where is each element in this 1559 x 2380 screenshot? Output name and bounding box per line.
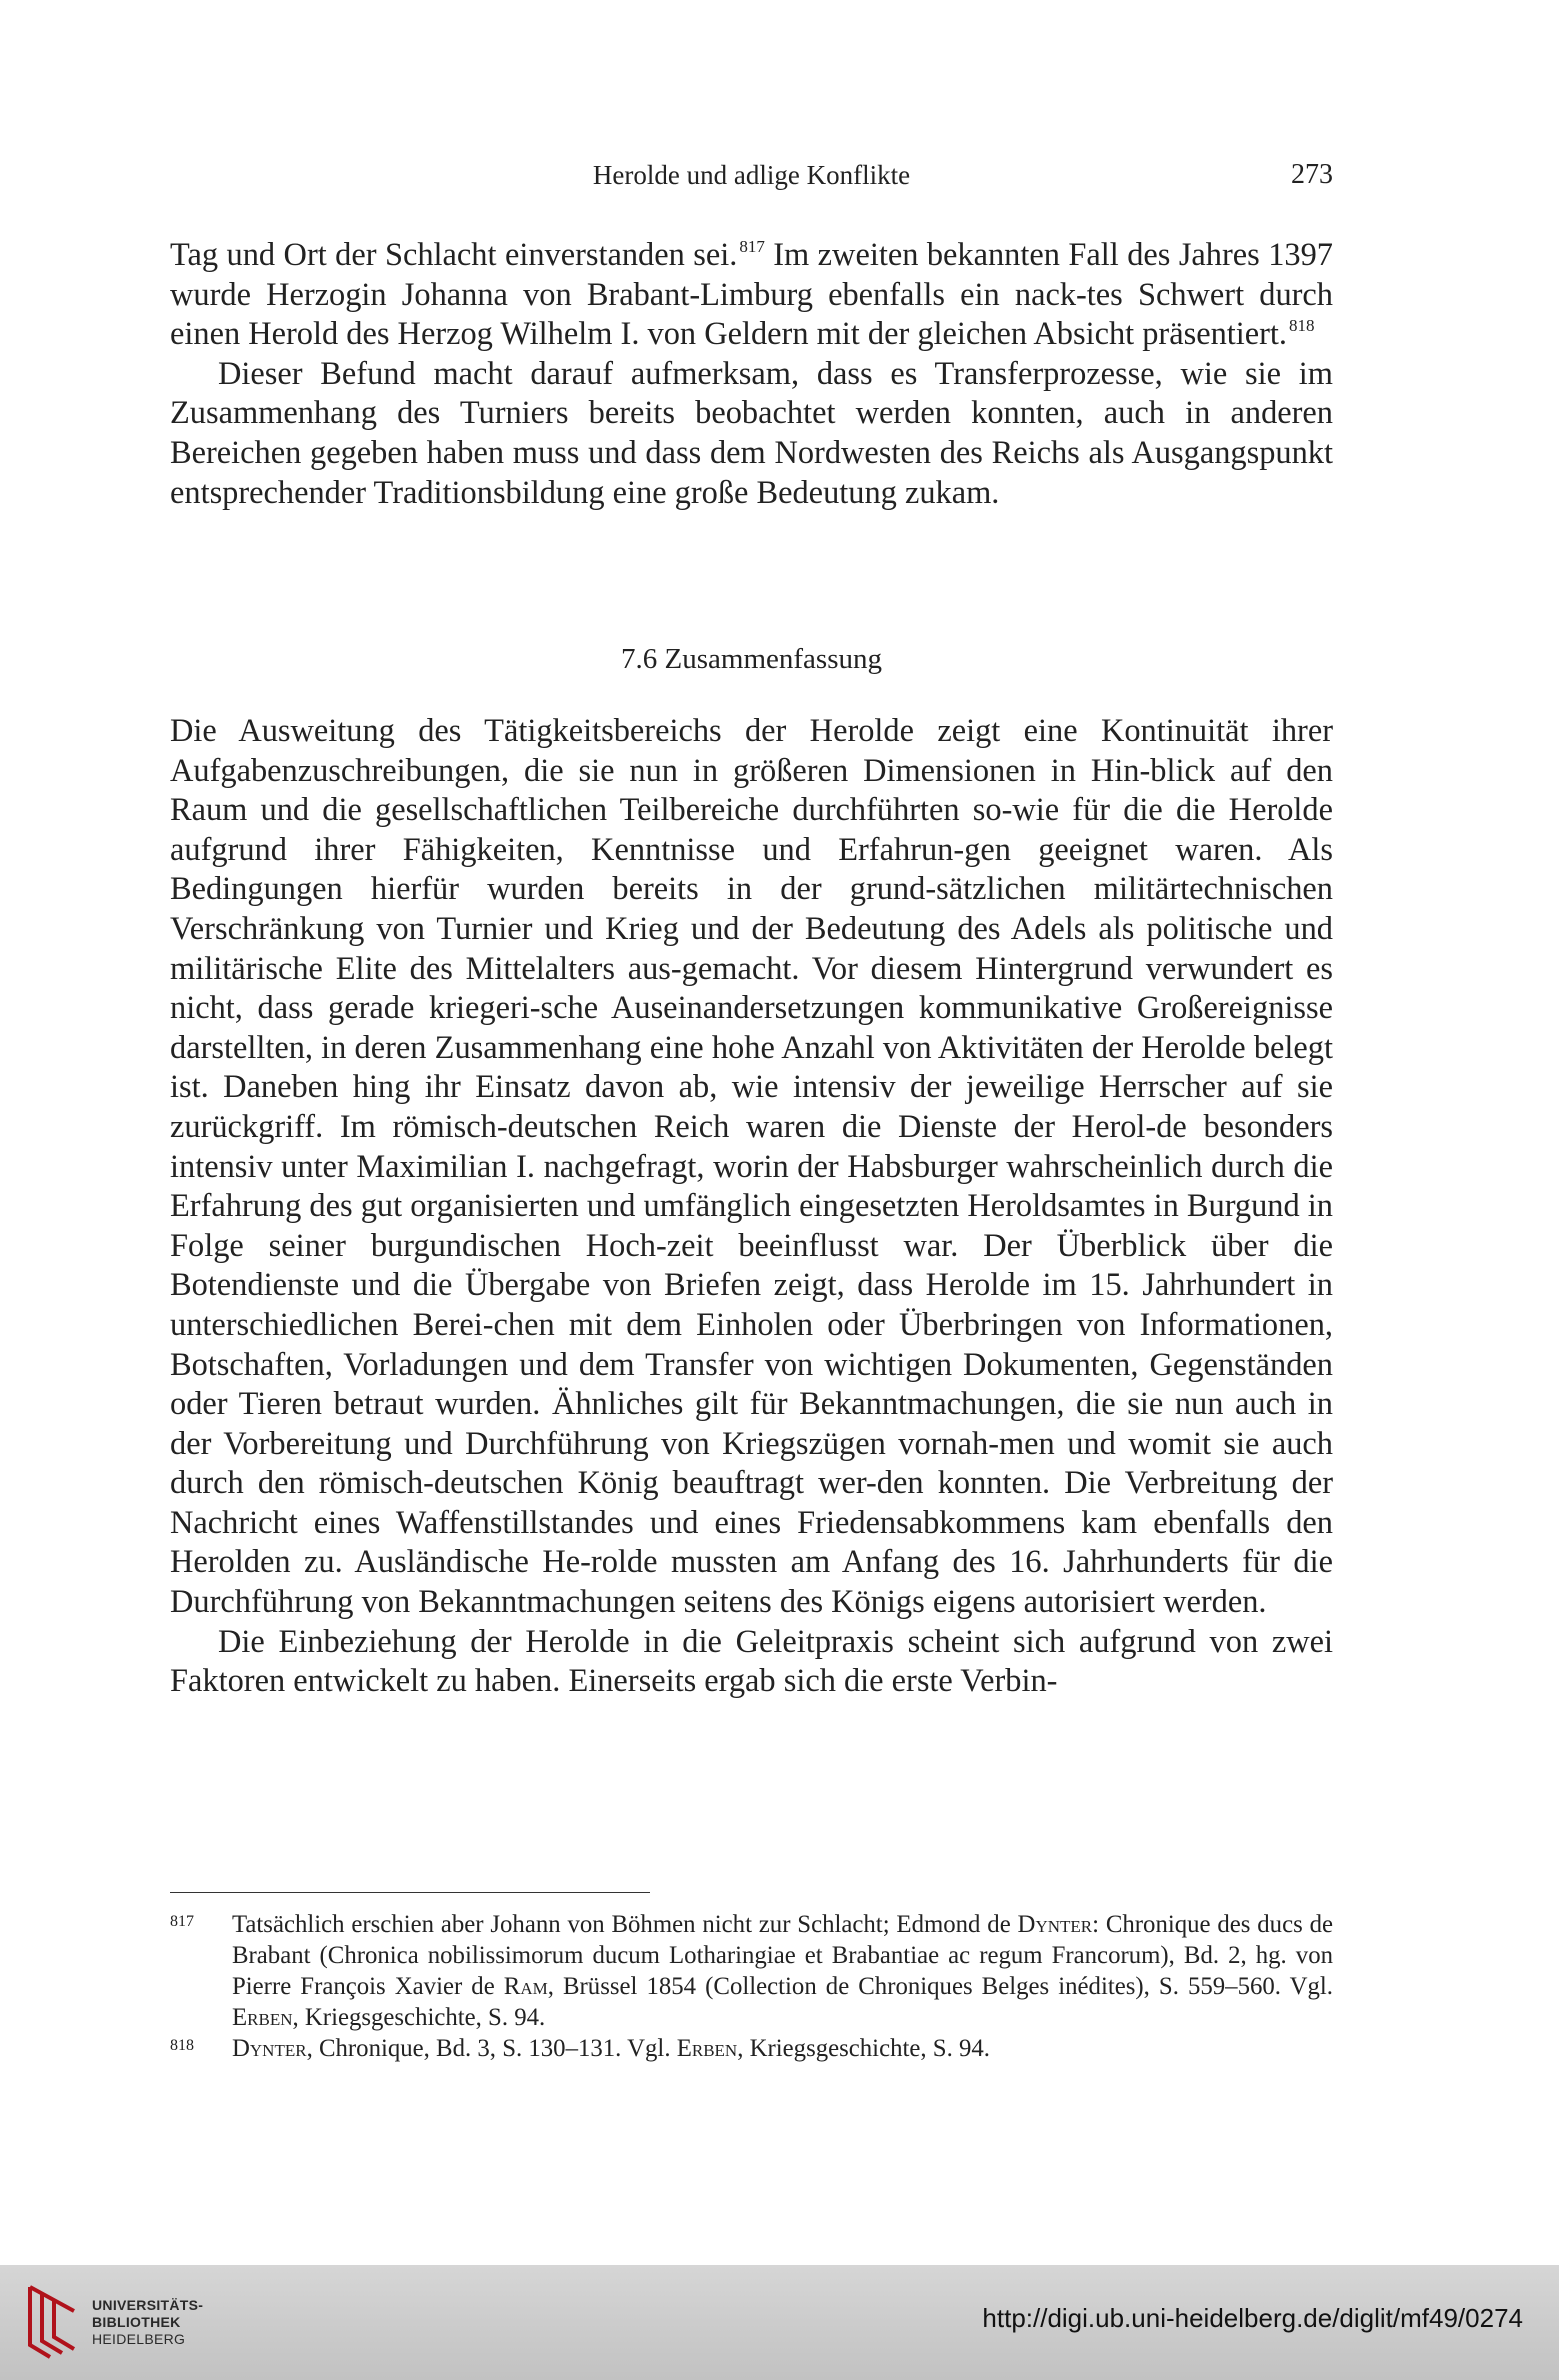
footnote-818: 818 Dynter, Chronique, Bd. 3, S. 130–131. Vgl. Erben, Kriegsgeschichte, S. 94. (170, 2035, 990, 2062)
running-head (170, 155, 1333, 195)
footnotes (170, 1909, 1333, 2064)
paragraph: Die Einbeziehung der Herolde in die Geleitpraxis scheint sich aufgrund von zwei Faktoren entwickelt zu haben. Einerseits ergab sich die erste Verbin- (170, 1623, 1333, 1700)
footnote-divider (170, 1892, 650, 1893)
university-library-logo-icon[interactable] (22, 2283, 84, 2361)
running-head-title: Herolde und adlige Konflikte (592, 160, 911, 190)
footnote-817: 817 Tatsächlich erschien aber Johann von Böhmen nicht zur Schlacht; Edmond de Dynter: Chronique des ducs de Brabant (Chronica nobilissimorum ducum Lotharingiae et Brabantiae ac regum Francorum), Bd. 2, hg. von Pierre François Xavier de Ram, Brüssel 1854 (Collection de Chroniques Belges inédites), S. 559–560. Vgl. Erben, Kriegsgeschichte, S. 94. (170, 1911, 1333, 2031)
footnote-ref-818[interactable]: 818 (1289, 316, 1315, 336)
paragraph: Tag und Ort der Schlacht einverstanden sei. $^{817}$ Im zweiten bekannten Fall des Jahres 1397 wurde Herzogin Johanna von Brabant-Limburg ebenfalls ein nack-tes Schwert durch einen Herold des Herzog Wilhelm I. von Geldern mit der gleichen Absicht präsentiert. $^{818}$ (170, 237, 1333, 353)
body-text-main (170, 712, 1333, 1702)
footnote-number: 818 (170, 2037, 194, 2054)
body-text-top (170, 236, 1333, 513)
paragraph: Dieser Befund macht darauf aufmerksam, dass es Transferprozesse, wie sie im Zusammenhang des Turniers bereits beobachtet werden konnten, auch in anderen Bereichen gegeben haben muss und dass dem Nordwesten des Reichs als Ausgangspunkt entsprechender Traditionsbildung eine große Bedeutung zukam. (170, 355, 1333, 511)
paragraph: Die Ausweitung des Tätigkeitsbereichs der Herolde zeigt eine Kontinuität ihrer Aufgabenzuschreibungen, die sie nun in größeren Dimensionen in Hin-blick auf den Raum und die gesellschaftlichen Teilbereiche durchführten so-wie für die die Herolde aufgrund ihrer Fähigkeiten, Kenntnisse und Erfahrun-gen geeignet waren. Als Bedingungen hierfür wurden bereits in der grund-sätzlichen militärtechnischen Verschränkung von Turnier und Krieg und der Bedeutung des Adels als politische und militärische Elite des Mittelalters aus-gemacht. Vor diesem Hintergrund verwundert es nicht, dass gerade kriegeri-sche Auseinandersetzungen kommunikative Großereignisse darstellten, in deren Zusammenhang eine hohe Anzahl von Aktivitäten der Herolde belegt ist. Daneben hing ihr Einsatz davon ab, wie intensiv der jeweilige Herrscher auf sie zurückgriff. Im römisch-deutschen Reich waren die Dienste der Herol-de besonders intensiv unter Maximilian I. nachgefragt, worin der Habsburger wahrscheinlich durch die Erfahrung des gut organisierten und umfänglich eingesetzten Heroldsamtes in Burgund in Folge seiner burgundischen Hoch-zeit beeinflusst war. Der Überblick über die Botendienste und die Übergabe von Briefen zeigt, dass Herolde im 15. Jahrhundert in unterschiedlichen Berei-chen mit dem Einholen oder Überbringen von Informationen, Botschaften, Vorladungen und dem Transfer von wichtigen Dokumenten, Gegenständen oder Tieren betraut wurden. Ähnliches gilt für Bekanntmachungen, die sie nun auch in der Vorbereitung und Durchführung von Kriegszügen vornah-men und womit sie auch durch den römisch-deutschen König beauftragt wer-den konnten. Die Verbreitung der Nachricht eines Waffenstillstandes und eines Friedensabkommens kam ebenfalls den Herolden zu. Ausländische He-rolde mussten am Anfang des 16. Jahrhunderts für die Durchführung von Bekanntmachungen seitens des Königs eigens autorisiert werden. (170, 713, 1333, 1621)
footnote-number: 817 (170, 1913, 194, 1930)
source-url-link[interactable]: http://digi.ub.uni-heidelberg.de/diglit/mf49/0274 (982, 2303, 1523, 2333)
section-heading: 7.6 Zusammenfassung (621, 643, 882, 675)
footnote-ref-817[interactable]: 817 (739, 237, 765, 256)
footer-bar (0, 2265, 1559, 2380)
page-number: 273 (1291, 159, 1333, 190)
library-name: UNIVERSITÄTS- BIBLIOTHEK HEIDELBERG (92, 2297, 204, 2347)
